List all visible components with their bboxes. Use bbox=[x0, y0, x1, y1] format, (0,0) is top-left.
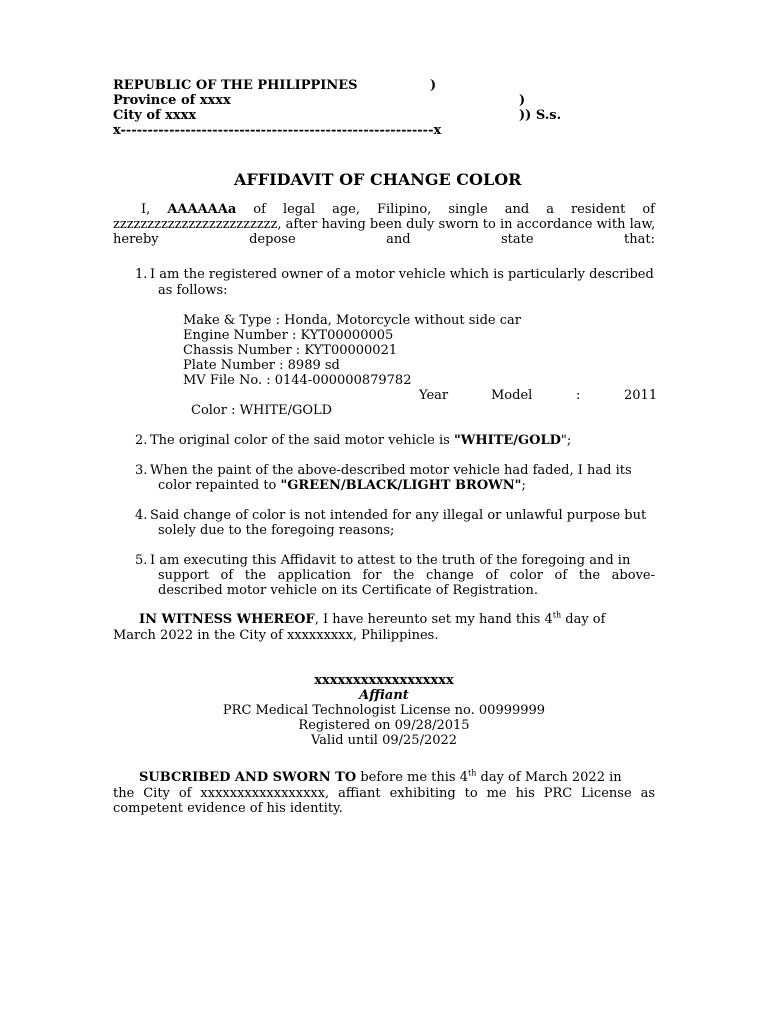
item-5-line-3: described motor vehicle on its Certificate of Registration. bbox=[158, 583, 539, 598]
item-4-line-2: solely due to the foregoing reasons; bbox=[158, 523, 395, 538]
item-1-line-2: as follows: bbox=[158, 283, 228, 298]
witness-after: day of bbox=[561, 612, 606, 627]
item-5-number: 5. bbox=[135, 553, 148, 568]
item-5-line-1: I am executing this Affidavit to attest to the truth of the foregoing and in bbox=[150, 553, 631, 568]
item-2-end: "; bbox=[560, 433, 572, 448]
header-province: Province of xxxx bbox=[113, 93, 231, 108]
item-5-line-2: support of the application for the change of color of the above- bbox=[158, 568, 655, 583]
item-3-line-1: When the paint of the above-described motor vehicle had faded, I had its bbox=[150, 463, 632, 478]
item-4-line-1: Said change of color is not intended for any illegal or unlawful purpose but bbox=[150, 508, 647, 523]
item-1-number: 1. bbox=[135, 267, 148, 282]
intro-line-3: hereby depose and state that: bbox=[113, 232, 655, 247]
item-3-line-2 bbox=[158, 478, 526, 493]
item-5-line-2-wrap bbox=[158, 568, 655, 583]
header-republic: REPUBLIC OF THE PHILIPPINES bbox=[113, 78, 358, 93]
intro-line-2: zzzzzzzzzzzzzzzzzzzzzzzz, after having been duly sworn to in accordance with law, bbox=[113, 217, 655, 232]
item-2-number: 2. bbox=[135, 433, 148, 448]
item-1-line-1: I am the registered owner of a motor vehicle which is particularly described bbox=[150, 267, 654, 282]
jurat-line-3: competent evidence of his identity. bbox=[113, 801, 343, 816]
vehicle-year-value: 2011 bbox=[624, 388, 658, 403]
intro-of-legal: of legal age, Filipino, single and a resident of bbox=[253, 202, 655, 217]
intro-i: I, bbox=[141, 202, 151, 217]
vehicle-plate: Plate Number : 8989 sd bbox=[183, 358, 340, 373]
signature-registered: Registered on 09/28/2015 bbox=[298, 718, 470, 733]
signature-name: xxxxxxxxxxxxxxxxxx bbox=[314, 673, 454, 688]
item-3-end: ; bbox=[521, 478, 526, 493]
vehicle-year-label: Year bbox=[419, 388, 449, 403]
header-city: City of xxxx bbox=[113, 108, 197, 123]
vehicle-colon: : bbox=[576, 388, 581, 403]
header-ss: )) S.s. bbox=[519, 108, 562, 123]
vehicle-mv-file: MV File No. : 0144-000000879782 bbox=[183, 373, 412, 388]
intro-line-1 bbox=[113, 202, 655, 217]
item-3-text: color repainted to bbox=[158, 478, 277, 493]
affiant-name: AAAAAAa bbox=[167, 202, 237, 217]
item-4-number: 4. bbox=[135, 508, 148, 523]
header-separator: x----------------------------------------------------------x bbox=[113, 123, 442, 138]
vehicle-model-label: Model bbox=[491, 388, 533, 403]
jurat-line-1 bbox=[139, 770, 622, 785]
vehicle-color: Color : WHITE/GOLD bbox=[191, 403, 333, 418]
intro-line-3-wrap bbox=[113, 232, 655, 247]
header-paren-2: ) bbox=[519, 93, 526, 108]
witness-line-2: March 2022 in the City of xxxxxxxxx, Philippines. bbox=[113, 628, 439, 643]
jurat-bold: SUBCRIBED AND SWORN TO bbox=[139, 770, 357, 785]
jurat-line-2: the City of xxxxxxxxxxxxxxxxx, affiant exhibiting to me his PRC License as bbox=[113, 786, 655, 801]
jurat-after: day of March 2022 in bbox=[476, 770, 622, 785]
new-color: "GREEN/BLACK/LIGHT BROWN" bbox=[280, 478, 522, 493]
signature-valid: Valid until 09/25/2022 bbox=[310, 733, 458, 748]
header-paren-1: ) bbox=[430, 78, 437, 93]
item-3-number: 3. bbox=[135, 463, 148, 478]
document-title: AFFIDAVIT OF CHANGE COLOR bbox=[234, 170, 522, 189]
witness-sup: th bbox=[552, 610, 562, 620]
witness-bold: IN WITNESS WHEREOF bbox=[139, 612, 315, 627]
jurat-line-2-wrap bbox=[113, 786, 655, 801]
item-2-line bbox=[150, 433, 571, 448]
witness-line-1 bbox=[139, 612, 605, 627]
vehicle-engine: Engine Number : KYT00000005 bbox=[183, 328, 394, 343]
original-color: "WHITE/GOLD bbox=[453, 433, 561, 448]
signature-role: Affiant bbox=[359, 688, 409, 703]
signature-license: PRC Medical Technologist License no. 00999999 bbox=[222, 703, 546, 718]
jurat-sup: th bbox=[468, 768, 477, 778]
item-2-text: The original color of the said motor vehicle is bbox=[150, 433, 450, 448]
vehicle-make: Make & Type : Honda, Motorcycle without side car bbox=[183, 313, 521, 328]
witness-text: , I have hereunto set my hand this 4 bbox=[314, 612, 553, 627]
vehicle-chassis: Chassis Number : KYT00000021 bbox=[183, 343, 398, 358]
jurat-text: before me this 4 bbox=[356, 770, 468, 785]
